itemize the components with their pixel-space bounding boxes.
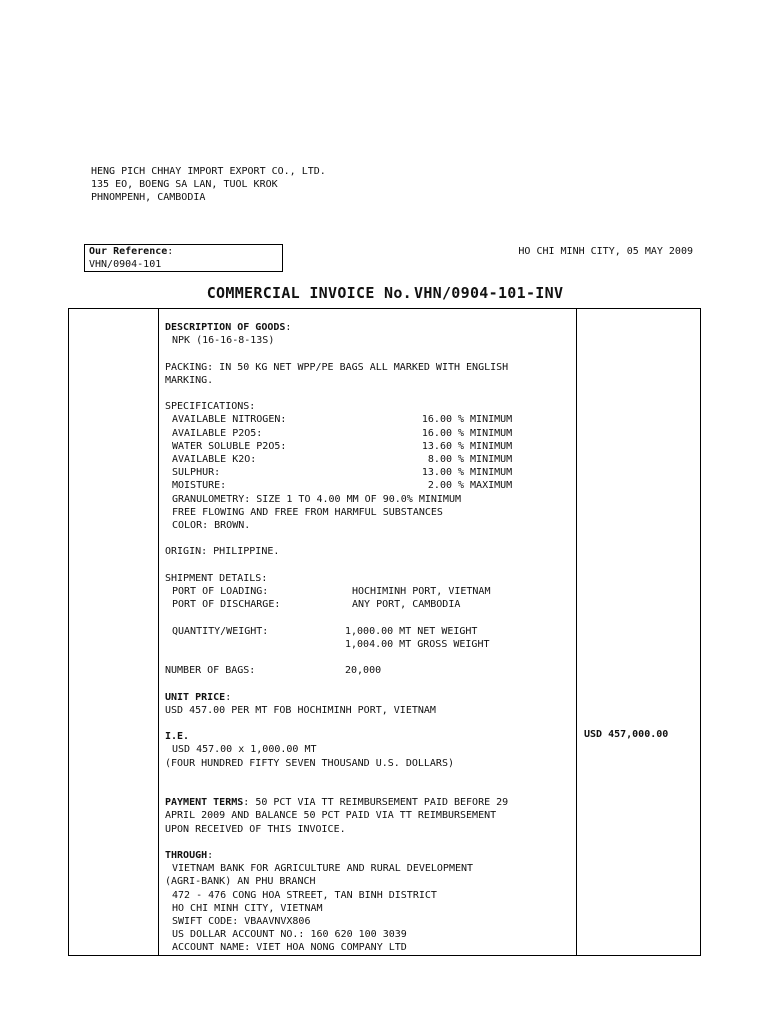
bank-account-number: US DOLLAR ACCOUNT NO.: 160 620 100 3039: [172, 929, 407, 941]
payment-terms-label: PAYMENT TERMS: [165, 797, 244, 809]
ie-label: I.E.: [165, 731, 190, 743]
quantity-row: [165, 625, 570, 638]
port-of-discharge-label: PORT OF DISCHARGE:: [172, 599, 281, 611]
ie-amount-in-words: (FOUR HUNDRED FIFTY SEVEN THOUSAND U.S. DOLLARS): [165, 757, 454, 769]
payment-terms-line-3: UPON RECEIVED OF THIS INVOICE.: [165, 823, 346, 835]
bank-line-1: VIETNAM BANK FOR AGRICULTURE AND RURAL DEVELOPMENT: [172, 863, 474, 875]
bank-swift-code: SWIFT CODE: VBAAVNVX806: [172, 915, 311, 927]
spec-row: [165, 427, 570, 440]
bank-account-name: ACCOUNT NAME: VIET HOA NONG COMPANY LTD: [172, 942, 407, 954]
sender-address-line-1: 135 EO, BOENG SA LAN, TUOL KROK: [91, 179, 278, 191]
port-of-loading-value: HOCHIMINH PORT, VIETNAM: [352, 586, 491, 597]
shipment-heading: SHIPMENT DETAILS:: [165, 572, 268, 584]
spec-row: [165, 453, 570, 466]
spec-unit: % MINIMUM: [458, 414, 513, 426]
spec-unit: % MINIMUM: [458, 454, 513, 465]
spec-value: 13.00: [421, 467, 452, 479]
sender-address-block: [91, 165, 326, 205]
spec-unit: % MINIMUM: [458, 427, 513, 439]
reference-value: VHN/0904-101: [89, 258, 162, 270]
spec-value: 2.00: [427, 480, 452, 492]
quantity-gross: 1,004.00 MT GROSS WEIGHT: [345, 638, 490, 650]
table-column-divider: [158, 309, 159, 955]
spec-label: SULPHUR:: [172, 467, 221, 479]
bank-line-2: (AGRI-BANK) AN PHU BRANCH: [165, 876, 316, 888]
quantity-label: QUANTITY/WEIGHT:: [172, 625, 269, 637]
packing-line-1: PACKING: IN 50 KG NET WPP/PE BAGS ALL MARKED WITH ENGLISH: [165, 361, 509, 373]
unit-price-value: USD 457.00 PER MT FOB HOCHIMINH PORT, VIETNAM: [165, 704, 436, 716]
spec-label: AVAILABLE P2O5:: [172, 427, 263, 439]
description-heading: DESCRIPTION OF GOODS: [165, 322, 286, 333]
bags-value: 20,000: [345, 665, 382, 677]
reference-label: Our Reference: [89, 246, 168, 257]
description-column: [165, 321, 570, 955]
spec-value: 16.00: [421, 427, 452, 439]
reference-colon: :: [167, 246, 174, 257]
payment-terms-line-2: APRIL 2009 AND BALANCE 50 PCT PAID VIA TT REIMBURSEMENT: [165, 810, 497, 822]
port-of-loading-row: [165, 585, 570, 598]
quantity-gross-row: [165, 638, 570, 651]
invoice-title-prefix: COMMERCIAL INVOICE No.: [206, 284, 412, 302]
spec-row: [165, 413, 570, 426]
unit-price-label: UNIT PRICE: [165, 691, 226, 703]
product-name: NPK (16-16-8-13S): [172, 335, 275, 347]
through-label: THROUGH: [165, 849, 208, 861]
free-flowing: FREE FLOWING AND FREE FROM HARMFUL SUBSTANCES: [172, 506, 443, 518]
spec-label: AVAILABLE K2O:: [172, 454, 257, 465]
spec-row: [165, 466, 570, 479]
port-of-discharge-row: [165, 598, 570, 611]
sender-name: HENG PICH CHHAY IMPORT EXPORT CO., LTD.: [91, 166, 326, 177]
packing-line-2: MARKING.: [165, 374, 214, 386]
spec-label: AVAILABLE NITROGEN:: [172, 414, 287, 426]
bags-row: [165, 664, 570, 677]
invoice-table: [68, 308, 701, 956]
bank-line-4: HO CHI MINH CITY, VIETNAM: [172, 902, 323, 914]
description-colon: :: [285, 322, 292, 333]
payment-terms-line-1: : 50 PCT VIA TT REIMBURSEMENT PAID BEFORE 29: [243, 797, 509, 809]
invoice-title: [0, 284, 768, 302]
quantity-net: 1,000.00 MT NET WEIGHT: [345, 625, 478, 637]
spec-label: WATER SOLUBLE P2O5:: [172, 440, 287, 452]
spec-value: 8.00: [427, 454, 452, 465]
spec-value: 13.60: [421, 440, 452, 452]
bags-label: NUMBER OF BAGS:: [165, 665, 256, 677]
table-column-divider: [576, 309, 577, 955]
reference-box: [84, 244, 283, 272]
origin: ORIGIN: PHILIPPINE.: [165, 546, 280, 558]
granulometry: GRANULOMETRY: SIZE 1 TO 4.00 MM OF 90.0% MINIMUM: [172, 493, 461, 505]
specifications-list: [165, 413, 570, 492]
total-amount: USD 457,000.00: [584, 729, 669, 740]
color-spec: COLOR: BROWN.: [172, 520, 251, 532]
spec-row: [165, 479, 570, 492]
port-of-loading-label: PORT OF LOADING:: [172, 586, 269, 597]
through-colon: :: [207, 849, 214, 861]
port-of-discharge-value: ANY PORT, CAMBODIA: [352, 599, 461, 611]
spec-unit: % MINIMUM: [458, 440, 513, 452]
specifications-heading: SPECIFICATIONS:: [165, 401, 256, 413]
place-and-date: HO CHI MINH CITY, 05 MAY 2009: [518, 246, 693, 257]
bank-line-3: 472 - 476 CONG HOA STREET, TAN BINH DISTRICT: [172, 889, 437, 901]
spec-unit: % MINIMUM: [458, 467, 513, 479]
ie-calculation: USD 457.00 x 1,000.00 MT: [172, 744, 317, 756]
invoice-number: VHN/0904-101-INV: [413, 284, 564, 302]
spec-value: 16.00: [421, 414, 452, 426]
spec-label: MOISTURE:: [172, 480, 227, 492]
unit-price-colon: :: [225, 691, 232, 703]
sender-address-line-2: PHNOMPENH, CAMBODIA: [91, 192, 206, 204]
spec-row: [165, 440, 570, 453]
spec-unit: % MAXIMUM: [458, 480, 513, 492]
